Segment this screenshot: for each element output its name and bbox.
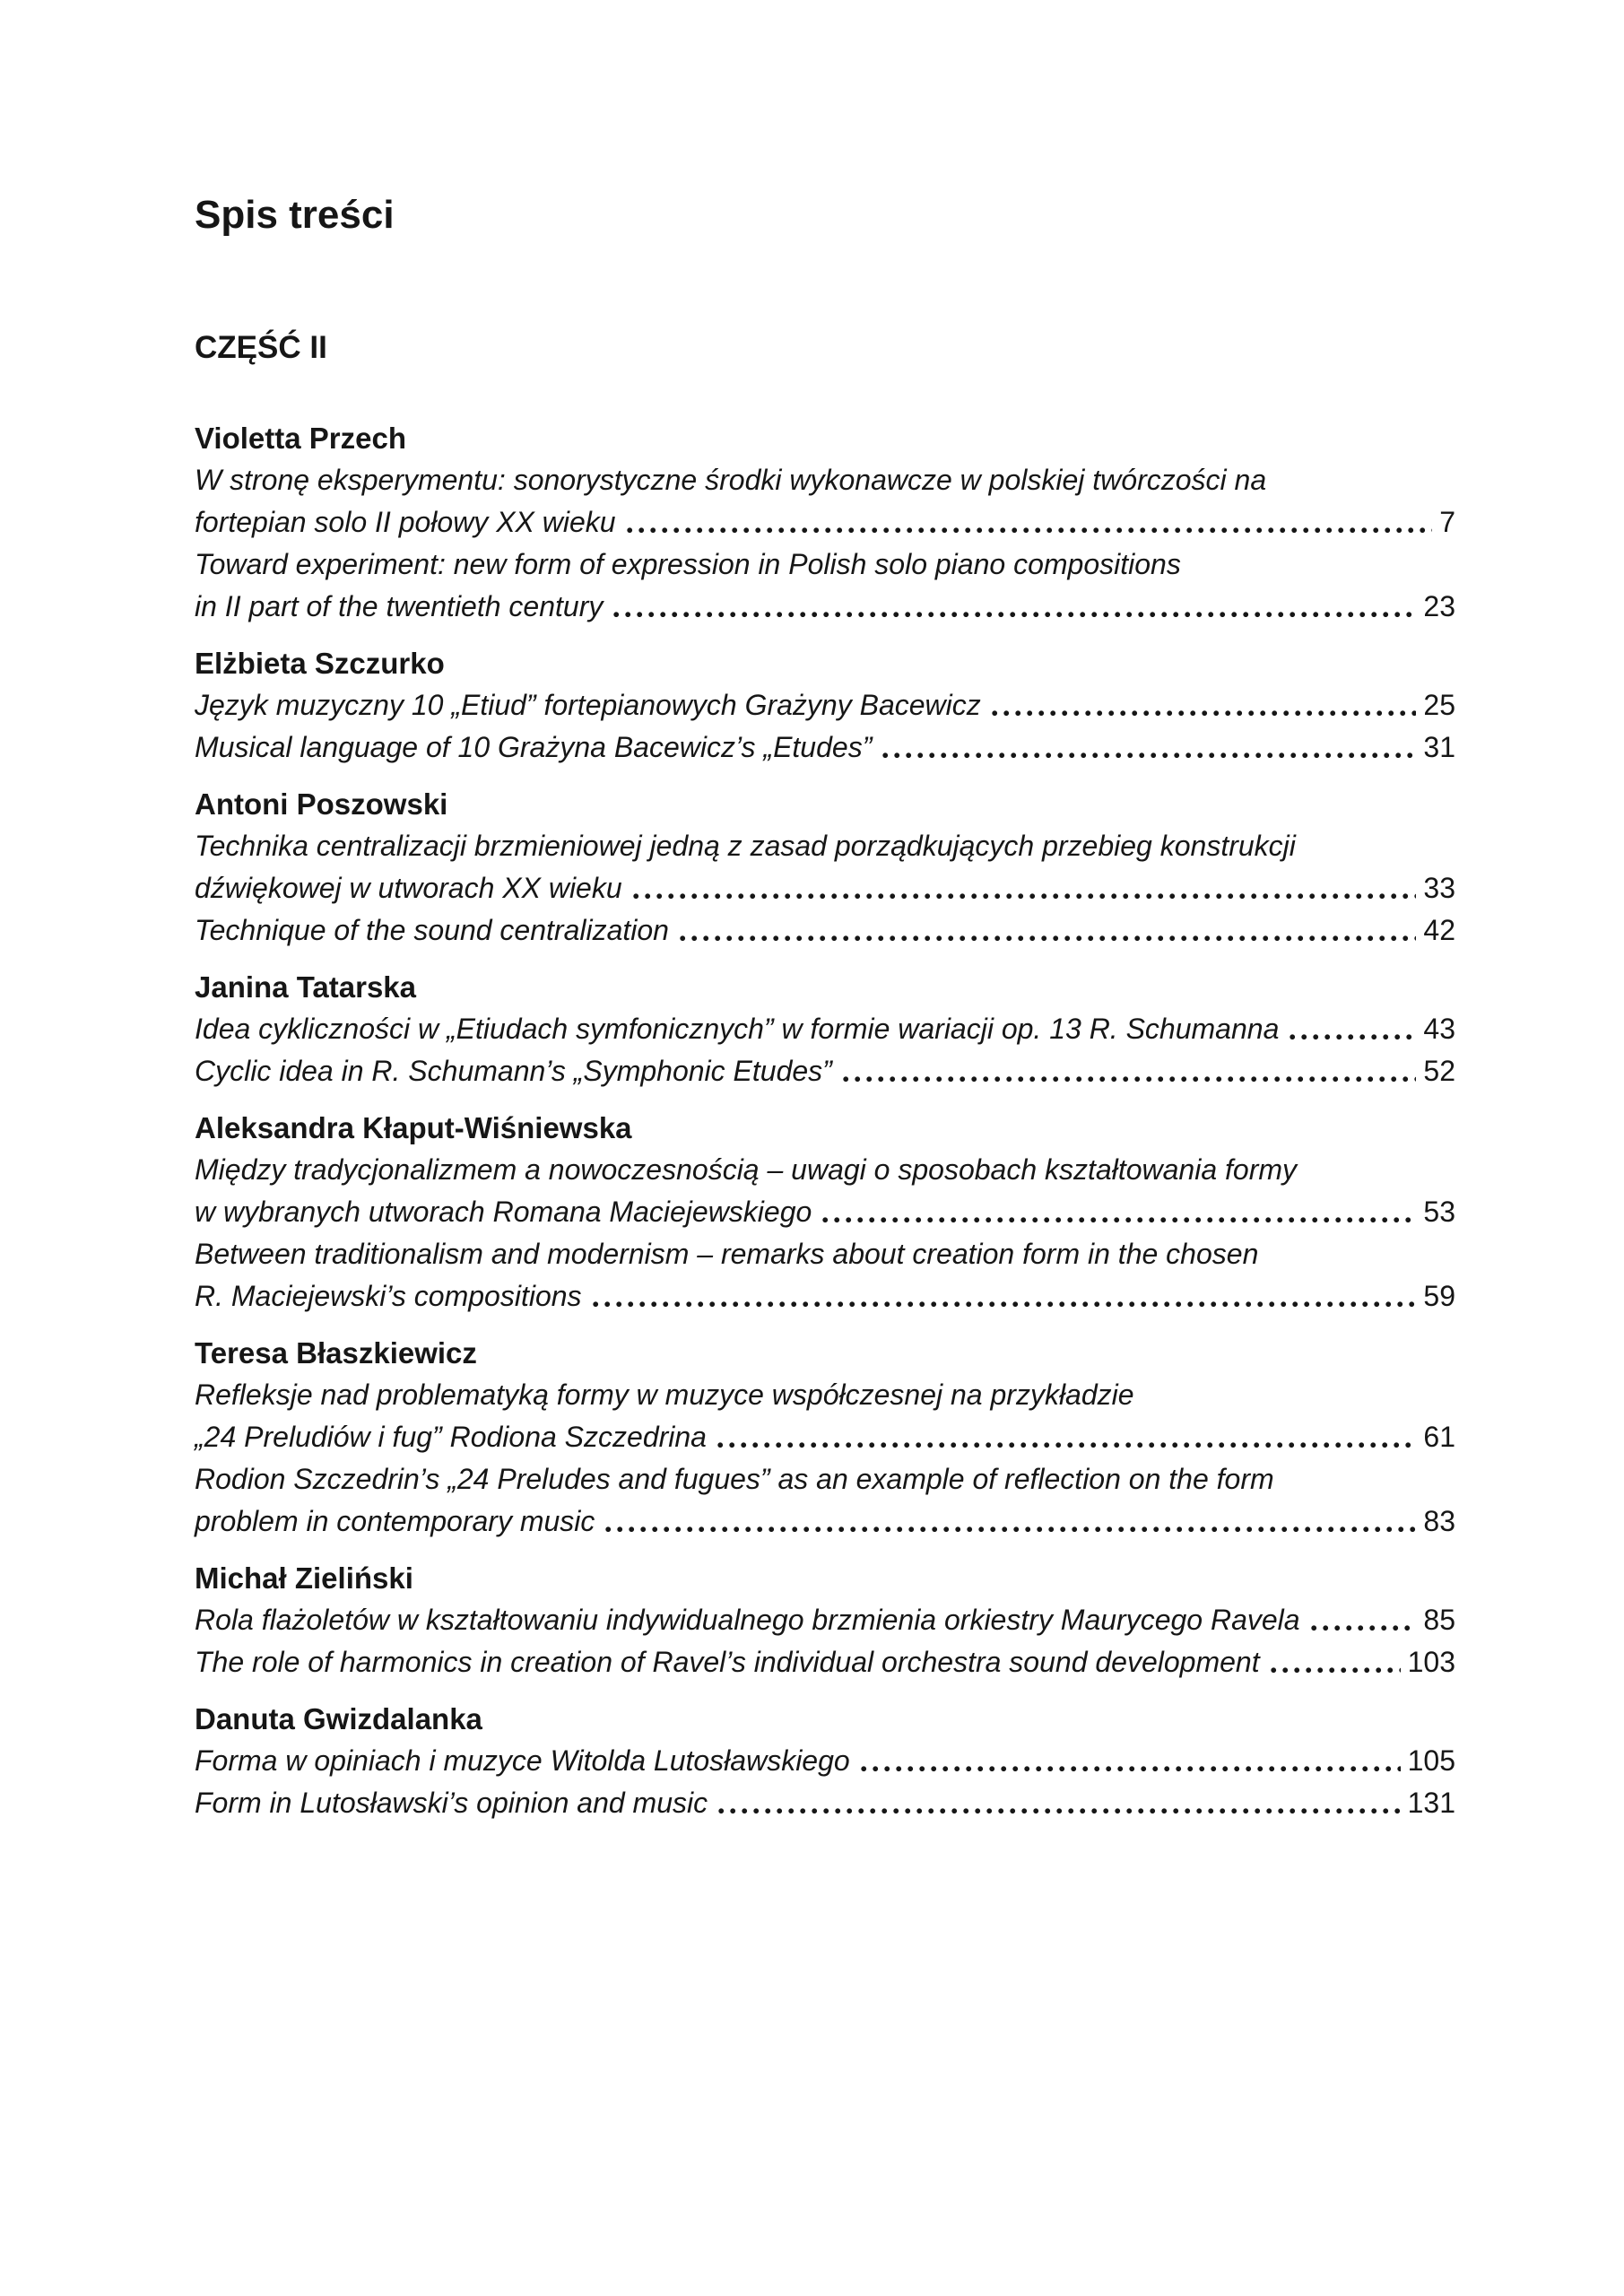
page-number: 61 (1423, 1421, 1455, 1453)
title-line: Technika centralizacji brzmieniowej jedną z zasad porządkujących przebieg konstrukcji (195, 830, 1296, 862)
dot-leader (633, 893, 1417, 900)
toc-item-line (195, 1740, 1455, 1782)
title-text: Technique of the sound centralization (195, 914, 669, 946)
title-line: W stronę eksperymentu: sonorystyczne środki wykonawcze w polskiej twórczości na (195, 464, 1267, 496)
entry-author: Aleksandra Kłaput-Wiśniewska (195, 1111, 632, 1144)
toc-item-line (195, 1008, 1455, 1050)
title-line: Between traditionalism and modernism – remarks about creation form in the chosen (195, 1238, 1259, 1270)
dot-leader (882, 752, 1416, 759)
title-text: problem in contemporary music (195, 1505, 595, 1537)
toc-item-line (195, 1782, 1455, 1824)
title-text: Cyclic idea in R. Schumann’s „Symphonic Etudes” (195, 1055, 832, 1087)
dot-leader (1311, 1625, 1417, 1631)
toc-item-line (195, 909, 1455, 952)
title-text: Język muzyczny 10 „Etiud” fortepianowych Grażyny Bacewicz (195, 689, 981, 721)
toc-item-line (195, 1275, 1455, 1318)
toc-item-line (195, 586, 1455, 628)
title-line: Toward experiment: new form of expression in Polish solo piano compositions (195, 548, 1181, 580)
page-number: 7 (1439, 506, 1455, 538)
dot-leader (717, 1442, 1416, 1448)
entry-author: Violetta Przech (195, 422, 406, 455)
toc-item-line (195, 1050, 1455, 1092)
toc-entry (195, 642, 1455, 769)
title-line: Między tradycjonalizmem a nowoczesnością – uwagi o sposobach kształtowania formy (195, 1153, 1298, 1186)
page-number: 42 (1423, 914, 1455, 946)
entry-author: Danuta Gwizdalanka (195, 1702, 482, 1735)
dot-leader (861, 1766, 1401, 1772)
page-number: 25 (1423, 689, 1455, 721)
title-text: Forma w opiniach i muzyce Witolda Lutosławskiego (195, 1744, 850, 1777)
title-text: Rola flażoletów w kształtowaniu indywidualnego brzmienia orkiestry Maurycego Ravela (195, 1604, 1300, 1636)
page-number: 33 (1423, 872, 1455, 904)
toc-entry (195, 966, 1455, 1092)
toc-item-line (195, 1641, 1455, 1683)
toc-item-line (195, 1416, 1455, 1458)
dot-leader (843, 1076, 1417, 1083)
toc-entries (195, 417, 1455, 1824)
dot-leader (593, 1301, 1417, 1308)
page-title: Spis treści (195, 193, 395, 237)
dot-leader (822, 1217, 1416, 1223)
title-text: „24 Preludiów i fug” Rodiona Szczedrina (195, 1421, 707, 1453)
entry-author: Teresa Błaszkiewicz (195, 1336, 477, 1370)
toc-entry (195, 1698, 1455, 1824)
page-number: 103 (1407, 1646, 1455, 1678)
page-number: 53 (1423, 1196, 1455, 1228)
toc-item-line (195, 867, 1455, 909)
dot-leader (605, 1526, 1416, 1533)
dot-leader (680, 935, 1416, 942)
toc-item-line (195, 1191, 1455, 1233)
page-number: 23 (1423, 590, 1455, 622)
title-text: Idea cykliczności w „Etiudach symfonicznych” w formie wariacji op. 13 R. Schumanna (195, 1013, 1280, 1045)
toc-entry (195, 417, 1455, 628)
toc-item-line (195, 1500, 1455, 1543)
toc-entry (195, 1332, 1455, 1543)
page-number: 43 (1423, 1013, 1455, 1045)
title-text: R. Maciejewski’s compositions (195, 1280, 582, 1312)
entry-author: Elżbieta Szczurko (195, 647, 445, 680)
page-number: 59 (1423, 1280, 1455, 1312)
dot-leader (1290, 1034, 1416, 1040)
dot-leader (613, 612, 1416, 618)
title-text: Form in Lutosławski’s opinion and music (195, 1787, 708, 1819)
toc-item-line (195, 1599, 1455, 1641)
entry-author: Michał Zieliński (195, 1561, 413, 1595)
title-line: Rodion Szczedrin’s „24 Preludes and fugues” as an example of reflection on the form (195, 1463, 1274, 1495)
toc-item-line (195, 726, 1455, 769)
toc-entry (195, 1107, 1455, 1318)
title-text: w wybranych utworach Romana Maciejewskiego (195, 1196, 812, 1228)
title-text: Musical language of 10 Grażyna Bacewicz’s „Etudes” (195, 731, 873, 763)
page-number: 52 (1423, 1055, 1455, 1087)
dot-leader (1271, 1667, 1401, 1674)
section-heading: CZĘŚĆ II (195, 330, 327, 365)
title-text: in II part of the twentieth century (195, 590, 604, 622)
page-number: 131 (1407, 1787, 1455, 1819)
title-text: dźwiękowej w utworach XX wieku (195, 872, 622, 904)
toc-item-line (195, 684, 1455, 726)
title-text: fortepian solo II połowy XX wieku (195, 506, 616, 538)
page-number: 31 (1423, 731, 1455, 763)
toc-entry (195, 1557, 1455, 1683)
title-text: The role of harmonics in creation of Ravel’s individual orchestra sound development (195, 1646, 1260, 1678)
entry-author: Janina Tatarska (195, 970, 417, 1004)
toc-item-line (195, 501, 1455, 544)
page-number: 83 (1423, 1505, 1455, 1537)
dot-leader (627, 527, 1433, 534)
dot-leader (718, 1808, 1401, 1814)
entry-author: Antoni Poszowski (195, 787, 448, 821)
dot-leader (992, 710, 1417, 717)
page-number: 85 (1423, 1604, 1455, 1636)
title-line: Refleksje nad problematyką formy w muzyce współczesnej na przykładzie (195, 1378, 1134, 1411)
toc-entry (195, 783, 1455, 952)
page-number: 105 (1407, 1744, 1455, 1777)
